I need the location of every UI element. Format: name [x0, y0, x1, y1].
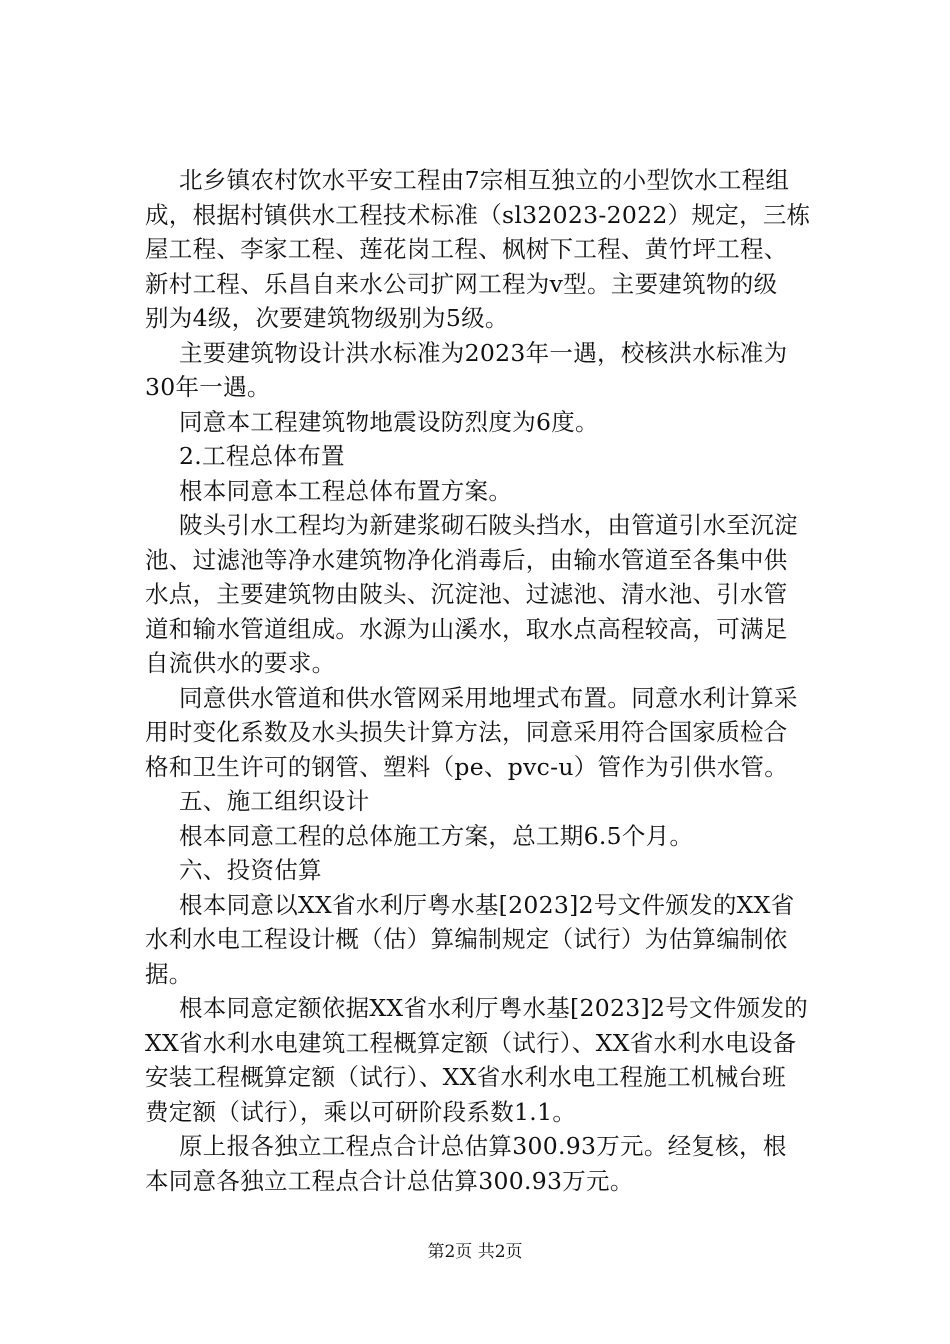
- text-line: 安装工程概算定额（试行）、XX省水利水电工程施工机械台班: [145, 1063, 787, 1091]
- page-footer: 第2页 共2页: [427, 1242, 523, 1262]
- text-line: 根本同意工程的总体施工方案，总工期6.5个月。: [179, 821, 694, 850]
- text-line: 2.工程总体布置: [179, 442, 345, 470]
- text-line: 池、过滤池等净水建筑物净化消毒后，由输水管道至各集中供: [145, 545, 788, 574]
- text-line: 成，根据村镇供水工程技术标准（sl32023-2022）规定，三栋: [145, 200, 811, 229]
- text-line: 据。: [145, 959, 193, 988]
- text-line: 用时变化系数及水头损失计算方法，同意采用符合国家质检合: [145, 718, 788, 746]
- text-line: 费定额（试行），乘以可研阶段系数1.1。: [145, 1097, 577, 1126]
- text-line: 新村工程、乐昌自来水公司扩网工程为v型。主要建筑物的级: [145, 269, 778, 298]
- text-line: 根本同意本工程总体布置方案。: [179, 476, 513, 505]
- text-line: 水点，主要建筑物由陂头、沉淀池、过滤池、清水池、引水管: [145, 580, 788, 608]
- text-line: 30年一遇。: [145, 373, 271, 401]
- text-line: 同意本工程建筑物地震设防烈度为6度。: [179, 407, 599, 436]
- text-line: 格和卫生许可的钢管、塑料（pe、pvc-u）管作为引供水管。: [145, 752, 789, 781]
- text-line: 五、施工组织设计: [179, 787, 370, 815]
- text-line: 根本同意以XX省水利厅粤水基[2023]2号文件颁发的XX省: [179, 890, 795, 919]
- text-line: 别为4级，次要建筑物级别为5级。: [145, 304, 509, 332]
- text-line: 自流供水的要求。: [145, 649, 336, 677]
- text-line: 水利水电工程设计概（估）算编制规定（试行）为估算编制依: [145, 925, 788, 953]
- text-line: 六、投资估算: [179, 856, 322, 884]
- text-line: 本同意各独立工程点合计总估算300.93万元。: [145, 1166, 634, 1195]
- text-line: 主要建筑物设计洪水标准为2023年一遇，校核洪水标准为: [179, 338, 788, 367]
- text-line: 道和输水管道组成。水源为山溪水，取水点高程较高，可满足: [145, 614, 788, 643]
- document-body: [145, 163, 835, 1198]
- text-line: XX省水利水电建筑工程概算定额（试行）、XX省水利水电设备: [145, 1028, 797, 1057]
- text-line: 原上报各独立工程点合计总估算300.93万元。经复核，根: [179, 1132, 787, 1160]
- text-line: 屋工程、李家工程、莲花岗工程、枫树下工程、黄竹坪工程、: [145, 235, 788, 263]
- text-line: 根本同意定额依据XX省水利厅粤水基[2023]2号文件颁发的: [179, 994, 809, 1022]
- text-line: 北乡镇农村饮水平安工程由7宗相互独立的小型饮水工程组: [179, 166, 790, 194]
- text-line: 陂头引水工程均为新建浆砌石陂头挡水，由管道引水至沉淀: [179, 511, 798, 539]
- text-line: 同意供水管道和供水管网采用地埋式布置。同意水利计算采: [179, 683, 798, 712]
